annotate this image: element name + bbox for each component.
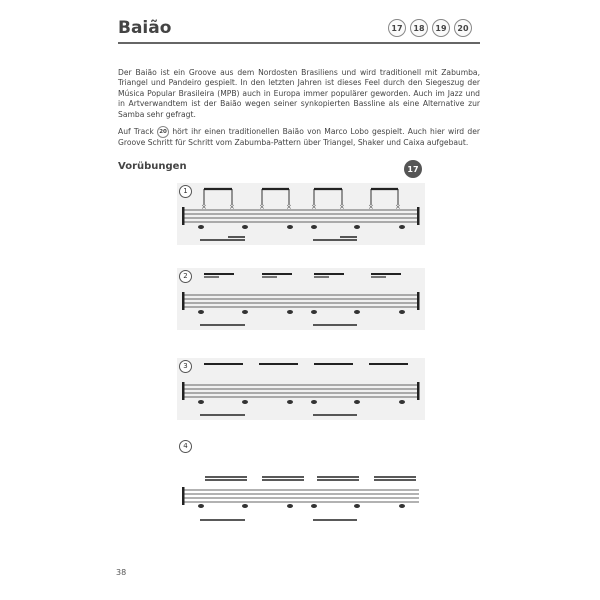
section-title: Vorübungen (118, 161, 187, 172)
title-divider (118, 42, 480, 44)
svg-text:×: × (286, 203, 292, 211)
svg-text:×: × (229, 203, 235, 211)
track-badge: 20 (157, 126, 169, 138)
example-number: 1 (179, 185, 192, 198)
notation-example-2 (177, 268, 425, 330)
page-title: Baião (118, 18, 172, 38)
track-badge: 17 (388, 19, 406, 37)
drum-notation (177, 268, 425, 330)
example-number: 3 (179, 360, 192, 373)
drum-notation (177, 438, 425, 528)
track-paragraph (118, 126, 480, 149)
svg-text:×: × (201, 203, 207, 211)
section-track-badge: 17 (404, 160, 422, 178)
svg-text:×: × (259, 203, 265, 211)
page-number: 38 (116, 568, 127, 577)
svg-text:×: × (311, 203, 317, 211)
drum-notation (177, 183, 425, 245)
svg-text:×: × (368, 203, 374, 211)
example-number: 2 (179, 270, 192, 283)
track-prefix: Auf Track (118, 126, 154, 136)
track-badge: 18 (410, 19, 428, 37)
track-suffix: hört ihr einen traditionellen Baião von Marco Lobo gespielt. Auch hier wird der Groove Schritt für Schritt vom Zabumba-Pattern über Triangel, Shaker und Caixa aufgebaut. (118, 126, 480, 147)
track-badge: 19 (432, 19, 450, 37)
svg-text:×: × (339, 203, 345, 211)
example-number: 4 (179, 440, 192, 453)
track-list (388, 19, 472, 37)
drum-notation (177, 358, 425, 420)
intro-paragraph: Der Baião ist ein Groove aus dem Nordosten Brasiliens und wird traditionell mit Zabumba, Triangel und Pandeiro gespielt. In den letzten Jahren ist dieses Feel durch den Siegeszug der Música Popular Brasileira (MPB) auch in Europa immer populärer geworden. Auch im Jazz und in Artverwandtem ist der Baião wegen seiner synkopierten Bassline als eine Alternative zur Samba sehr gefragt. (118, 67, 480, 119)
notation-example-1 (177, 183, 425, 245)
notation-example-4 (177, 438, 425, 528)
track-badge: 20 (454, 19, 472, 37)
svg-text:×: × (395, 203, 401, 211)
notation-example-3 (177, 358, 425, 420)
